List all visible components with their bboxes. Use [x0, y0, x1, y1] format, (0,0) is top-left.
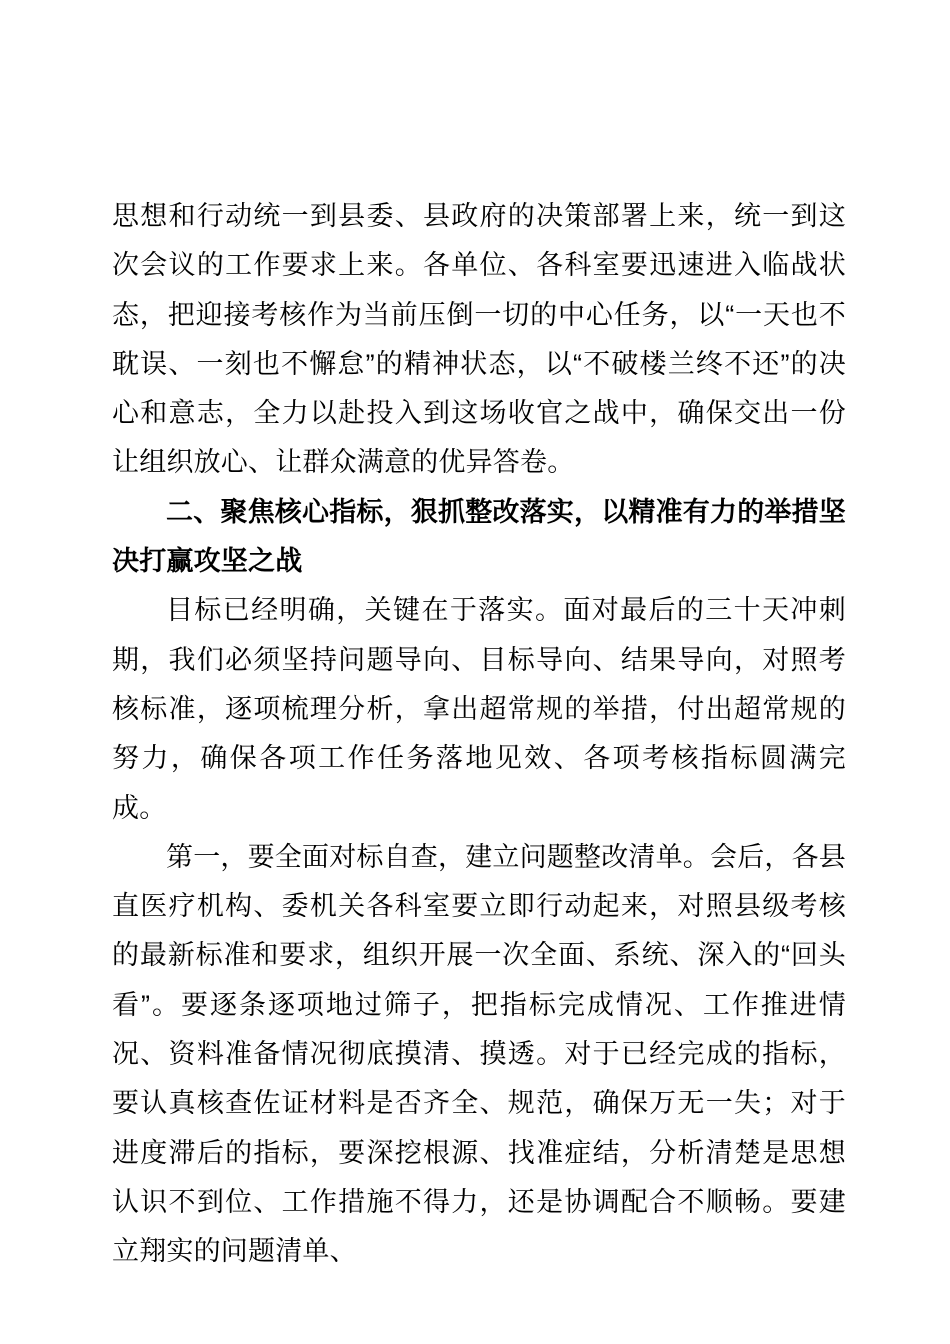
paragraph-continuation: 思想和行动统一到县委、县政府的决策部署上来，统一到这次会议的工作要求上来。各单位、各科室要迅速进入临战状态，把迎接考核作为当前压倒一切的中心任务，以“一天也不耽误、一刻也不懈怠”的精神状态，以“不破楼兰终不还”的决心和意志，全力以赴投入到这场收官之战中，确保交出一份让组织放心、让群众满意的优异答卷。	[112, 201, 846, 478]
paragraph-goals: 目标已经明确，关键在于落实。面对最后的三十天冲刺期，我们必须坚持问题导向、目标导向、结果导向，对照考核标准，逐项梳理分析，拿出超常规的举措，付出超常规的努力，确保各项工作任务落地见效、各项考核指标圆满完成。	[112, 595, 846, 823]
document-body	[112, 192, 846, 1277]
paragraph-first-point: 第一，要全面对标自查，建立问题整改清单。会后，各县直医疗机构、委机关各科室要立即行动起来，对照县级考核的最新标准和要求，组织开展一次全面、系统、深入的“回头看”。要逐条逐项地过筛子，把指标完成情况、工作推进情况、资料准备情况彻底摸清、摸透。对于已经完成的指标，要认真核查佐证材料是否齐全、规范，确保万无一失；对于进度滞后的指标，要深挖根源、找准症结，分析清楚是思想认识不到位、工作措施不得力，还是协调配合不顺畅。要建立翔实的问题清单、	[112, 841, 846, 1267]
section-heading: 二、聚焦核心指标，狠抓整改落实，以精准有力的举措坚决打赢攻坚之战	[112, 496, 846, 577]
